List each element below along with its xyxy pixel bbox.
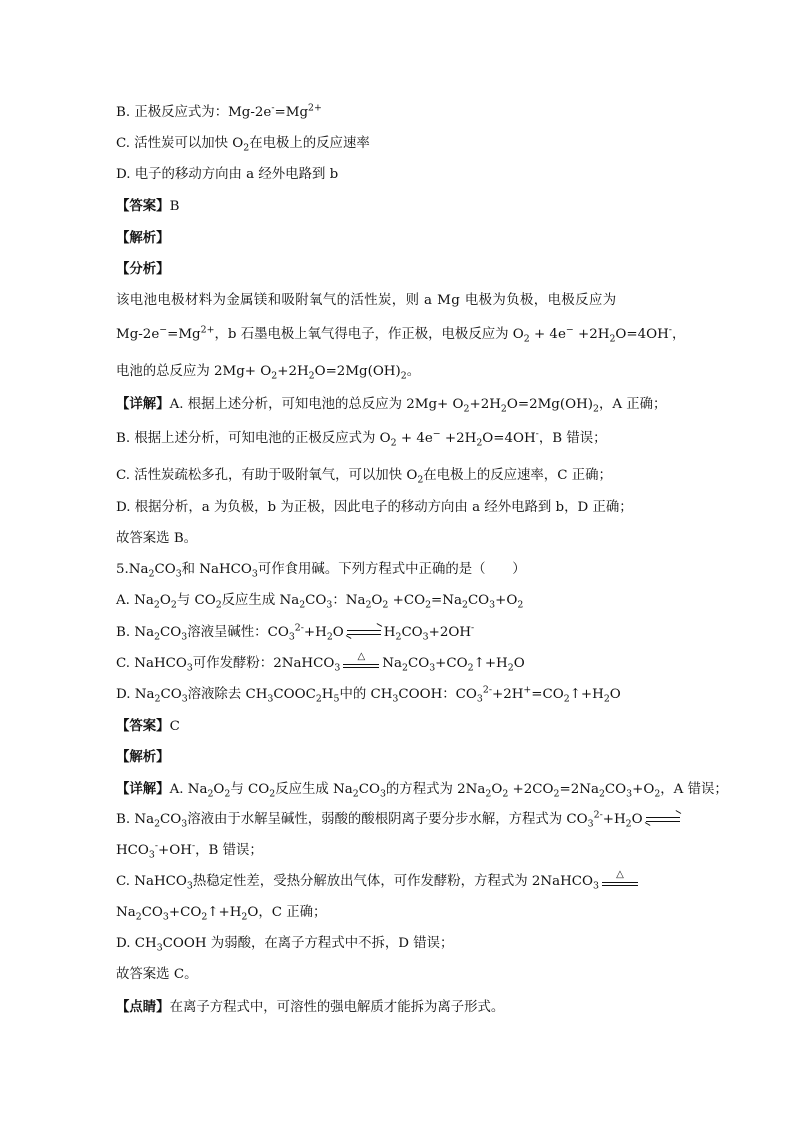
q5-option-d: D. $Na_2CO_3$溶液除去 $CH_3COOC_2H_5$中的 $CH_3COOH$：$CO_3^{2-}+2H^+=CO_2↑+H_2O$ bbox=[116, 684, 621, 705]
detail-2-c-cont: $Na_2CO_3+CO_2↑+H_2O$，C 正确； bbox=[116, 905, 327, 923]
heating-condition-icon: △ bbox=[602, 875, 638, 889]
detail-2-b-cont: $HCO_3^-+OH^-$，B 错误； bbox=[116, 840, 263, 861]
detail-2-d-line: D. $CH_3COOH$ 为弱酸，在离子方程式中不拆，D 错误； bbox=[116, 936, 454, 954]
answer-line-2: 【答案】C bbox=[116, 718, 180, 734]
conclusion-c: 故答案选 C。 bbox=[116, 967, 198, 982]
option-c-line: C. 活性炭可以加快 $O_2$在电极上的反应速率 bbox=[116, 136, 370, 154]
q5-option-a: A. $Na_2O_2$与 $CO_2$反应生成 $Na_2CO_3$：$Na_2O_2 +CO_2=Na_2CO_3+O_2$ bbox=[116, 593, 524, 611]
detail-a-line: 【详解】A. 根据上述分析，可知电池的总反应为 $2Mg+ O_2+2H_2O=2Mg(OH)_2$，A 正确； bbox=[116, 396, 667, 415]
fenxi-heading: 【分析】 bbox=[116, 261, 170, 277]
detail-c-line: C. 活性炭疏松多孔，有助于吸附氧气，可以加快 $O_2$在电极上的反应速率，C 正确； bbox=[116, 468, 612, 486]
detail-d-line: D. 根据分析，a 为负极，b 为正极，因此电子的移动方向由 a 经外电路到 b，D 正确； bbox=[116, 500, 633, 515]
analysis-paragraph-1: 该电池电极材料为金属镁和吸附氧气的活性炭，则 a Mg 电极为负极，电极反应为 bbox=[116, 293, 617, 308]
detail-b-line: B. 根据上述分析，可知电池的正极反应式为 $O_2 + 4e^- +2H_2O=4OH^-$，B 错误； bbox=[116, 428, 607, 449]
question-5-stem: $5.Na_2CO_3$和 NaHCO$_3$可作食用碱。下列方程式中正确的是（ ） bbox=[116, 562, 526, 580]
detail-2-c-line: C. NaHCO$_3$热稳定性差，受热分解放出气体，可作发酵粉，方程式为 2NaHCO$_3$ △ bbox=[116, 873, 641, 891]
reversible-arrow-icon bbox=[646, 814, 680, 826]
analysis-paragraph-2: $Mg-2e^-=Mg^{2+}$，b 石墨电极上氧气得电子，作正极，电极反应为 $O_2 + 4e^- +2H_2O=4OH^-$， bbox=[116, 324, 686, 345]
answer-line: 【答案】B bbox=[116, 198, 180, 214]
option-d-line: D. 电子的移动方向由 a 经外电路到 b bbox=[116, 167, 339, 182]
analysis-heading-2: 【解析】 bbox=[116, 749, 170, 765]
detail-2-a-line: 【详解】A. $Na_2O_2$与 $CO_2$反应生成 $Na_2CO_3$的方程式为 $2Na_2O_2 +2CO_2=2Na_2CO_3+O_2$，A 错误； bbox=[116, 781, 728, 800]
reversible-arrow-icon bbox=[347, 627, 381, 639]
conclusion-b: 故答案选 B。 bbox=[116, 531, 198, 546]
q5-option-c: C. NaHCO$_3$可作发酵粉：2NaHCO$_3$ △ $Na_2CO_3+CO_2↑+H_2O$ bbox=[116, 650, 525, 674]
q5-option-b: B. $Na_2CO_3$溶液呈碱性：$CO_3^{2-}+H_2O$ $H_2CO_3+2OH^-$ bbox=[116, 622, 475, 643]
tip-line: 【点睛】在离子方程式中，可溶性的强电解质才能拆为离子形式。 bbox=[116, 999, 505, 1015]
option-b-line: B. 正极反应式为：$Mg-2e^-=Mg^{2+}$ bbox=[116, 102, 322, 120]
heating-condition-icon: △ bbox=[343, 657, 379, 671]
detail-2-b-line: B. $Na_2CO_3$溶液由于水解呈碱性，弱酸的酸根阴离子要分步水解，方程式为 $CO_3^{2-}+H_2O$ bbox=[116, 811, 683, 829]
analysis-heading: 【解析】 bbox=[116, 230, 170, 246]
analysis-paragraph-3: 电池的总反应为 $2Mg+ O_2+2H_2O=2Mg(OH)_2$。 bbox=[116, 364, 421, 382]
